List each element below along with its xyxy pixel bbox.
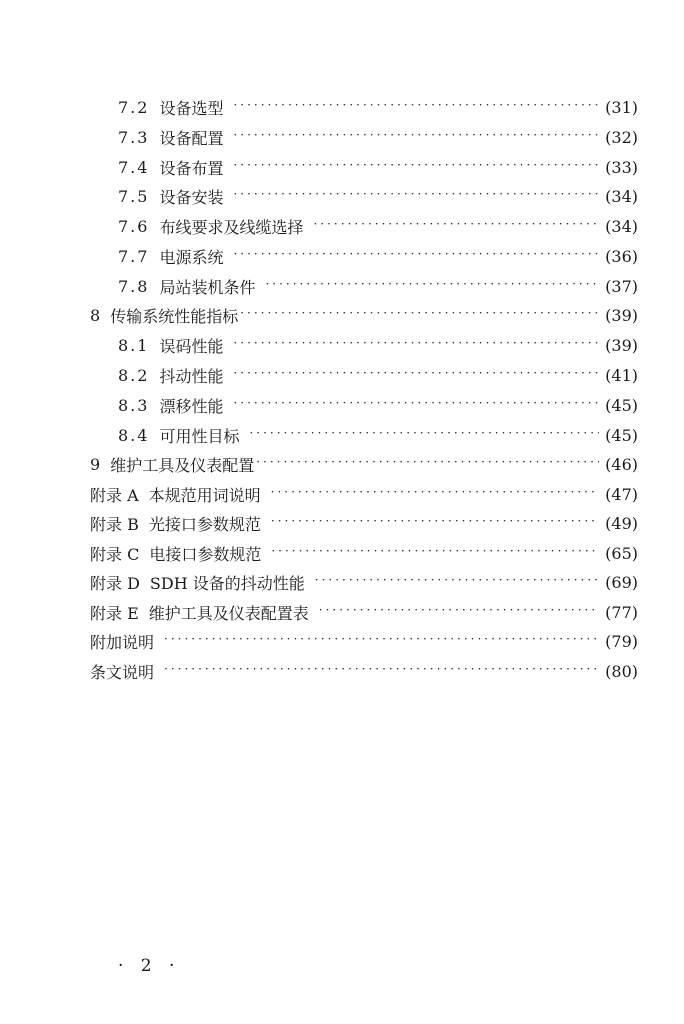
toc-leader (233, 189, 599, 203)
toc-title: 误码性能 (159, 336, 224, 356)
toc-number: 7.8 (118, 276, 150, 296)
toc-leader (233, 398, 599, 412)
toc-page: (33) (605, 157, 638, 177)
toc-number: 7.4 (118, 157, 150, 177)
toc-leader (240, 308, 599, 322)
toc-number: 附录 E (90, 603, 139, 623)
toc-title: 抖动性能 (159, 366, 224, 386)
toc-entry-appendix-c[interactable] (90, 539, 638, 567)
toc-number: 7.3 (118, 127, 150, 147)
toc-entry-8-4[interactable] (118, 421, 638, 449)
toc-title: 附加说明 (90, 632, 155, 652)
toc-leader (164, 664, 599, 678)
toc-title: 电源系统 (159, 247, 224, 267)
toc-number: 7.6 (118, 216, 150, 236)
toc-number: 附录 D (90, 573, 140, 593)
toc-entry-appendix-d[interactable] (90, 568, 638, 596)
toc-title: 设备安装 (159, 187, 224, 207)
toc-entry-7-4[interactable] (118, 153, 638, 181)
toc-title: 传输系统性能指标 (110, 306, 239, 326)
toc-title: 设备布置 (159, 158, 224, 178)
toc-number: 8.1 (118, 335, 150, 355)
toc-entry-clause-notes[interactable] (90, 657, 638, 685)
toc-page: (45) (605, 425, 638, 445)
toc-entry-7-3[interactable] (118, 123, 638, 151)
toc-page: (49) (605, 513, 638, 533)
toc-leader (319, 605, 599, 619)
toc-title: 本规范用词说明 (148, 485, 261, 505)
toc-page: (65) (605, 543, 638, 563)
toc-leader (233, 160, 599, 174)
toc-entry-7-6[interactable] (118, 212, 638, 240)
toc-entry-appendix-e[interactable] (90, 598, 638, 626)
toc-page: (77) (605, 602, 638, 622)
toc-title: 漂移性能 (159, 396, 224, 416)
toc-number: 7.2 (118, 97, 150, 117)
toc-title: 设备配置 (159, 128, 224, 148)
toc-title: 条文说明 (90, 662, 155, 682)
toc-number: 附录 A (90, 485, 139, 505)
toc-entry-8-2[interactable] (118, 361, 638, 389)
toc-page: (37) (605, 276, 638, 296)
toc-page: (80) (605, 661, 638, 681)
toc-number: 8 (90, 305, 103, 325)
toc-title: 布线要求及线缆选择 (159, 217, 304, 237)
toc-entry-additional-notes[interactable] (90, 627, 638, 655)
toc-title: 光接口参数规范 (148, 514, 261, 534)
toc-entry-7-7[interactable] (118, 242, 638, 270)
toc-leader (233, 338, 599, 352)
toc-entry-8-3[interactable] (118, 391, 638, 419)
page-number: · 2 · (118, 956, 181, 976)
toc-number: 附录 B (90, 514, 139, 534)
toc-title: 局站装机条件 (159, 277, 256, 297)
toc-leader (315, 575, 599, 589)
toc-leader (271, 487, 599, 501)
toc-number: 8.4 (118, 425, 150, 445)
toc-page: (39) (605, 335, 638, 355)
toc-number: 8.2 (118, 365, 150, 385)
toc-number: 附录 C (90, 544, 140, 564)
toc-page: (39) (605, 305, 638, 325)
toc-leader (249, 428, 599, 442)
toc-leader (233, 249, 599, 263)
toc-title: 设备选型 (159, 98, 224, 118)
toc-leader (256, 457, 599, 471)
toc-page: (36) (605, 246, 638, 266)
toc-page: (47) (605, 484, 638, 504)
toc-entry-appendix-b[interactable] (90, 509, 638, 537)
toc-leader (233, 100, 599, 114)
toc-page: (32) (605, 127, 638, 147)
toc-number: 7.7 (118, 246, 150, 266)
toc-page: (45) (605, 395, 638, 415)
toc-leader (265, 279, 599, 293)
toc-leader (164, 634, 599, 648)
toc-leader (271, 516, 599, 530)
toc-entry-7-8[interactable] (118, 272, 638, 300)
toc-number: 9 (90, 454, 103, 474)
toc-title: SDH 设备的抖动性能 (149, 573, 305, 593)
toc-leader (233, 368, 599, 382)
toc-leader (313, 219, 599, 233)
toc-title: 维护工具及仪表配置表 (148, 603, 309, 623)
toc-title: 可用性目标 (159, 426, 240, 446)
toc-entry-7-2[interactable] (118, 93, 638, 121)
toc-page: (46) (605, 454, 638, 474)
toc-number: 7.5 (118, 186, 150, 206)
toc-leader (233, 130, 599, 144)
toc-page: (41) (605, 365, 638, 385)
toc-entry-7-5[interactable] (118, 182, 638, 210)
toc-entry-appendix-a[interactable] (90, 480, 638, 508)
toc-leader (271, 546, 599, 560)
toc-page: (31) (605, 97, 638, 117)
toc-page: (69) (605, 572, 638, 592)
toc-title: 维护工具及仪表配置 (110, 455, 255, 475)
toc-entry-8-1[interactable] (118, 331, 638, 359)
toc-page: (79) (605, 631, 638, 651)
toc-entry-9[interactable] (90, 450, 638, 478)
toc-page: (34) (605, 216, 638, 236)
toc-page: (34) (605, 186, 638, 206)
toc-title: 电接口参数规范 (149, 544, 262, 564)
toc-entry-8[interactable] (90, 301, 638, 329)
toc-number: 8.3 (118, 395, 150, 415)
